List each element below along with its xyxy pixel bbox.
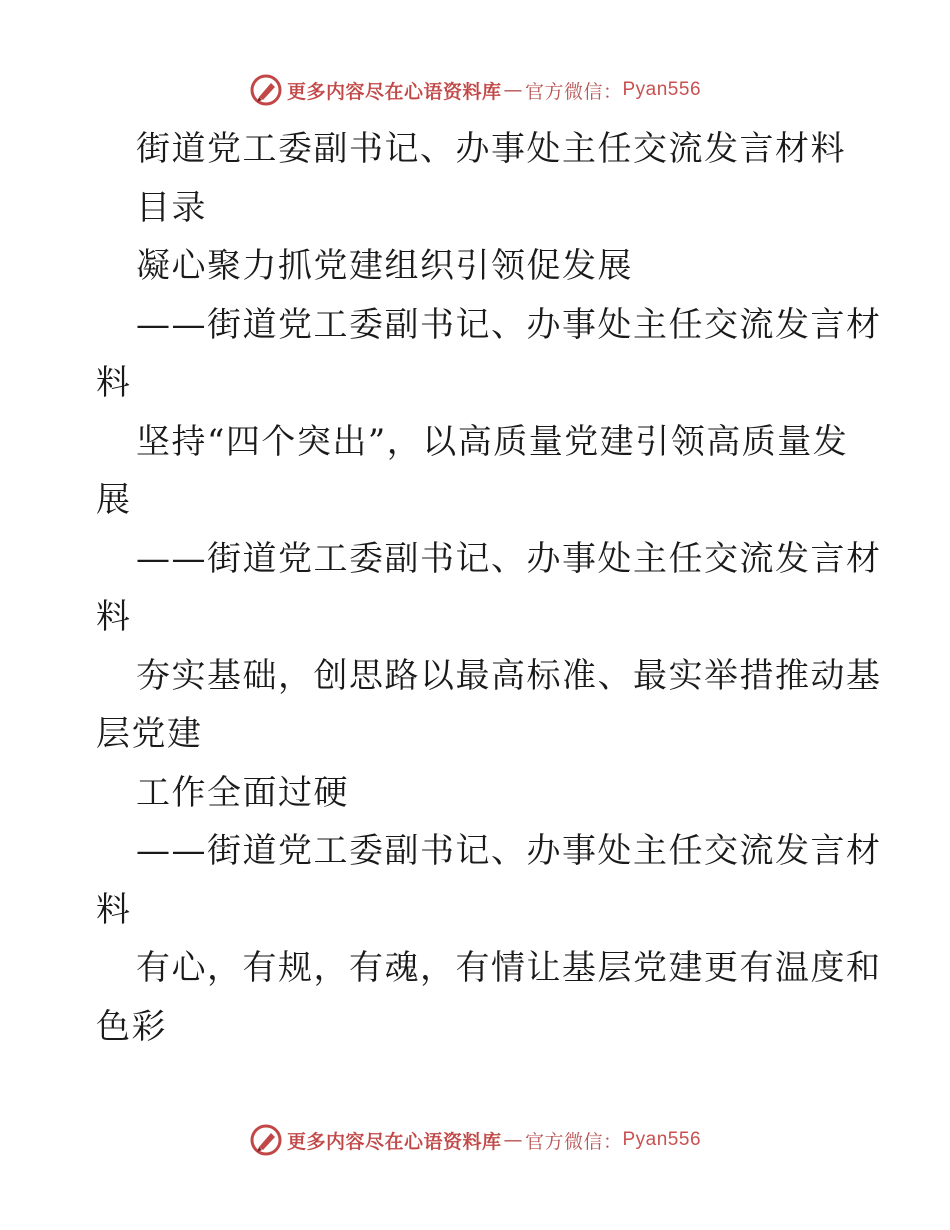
toc-entry-2-title: 坚持“四个突出”，以高质量党建引领高质量发 xyxy=(136,421,849,462)
toc-entry-3-title: 夯实基础，创思路以最高标准、最实举措推动基 xyxy=(136,655,882,696)
pen-nib-logo-icon xyxy=(249,73,283,107)
toc-entry-3-title-line2: 工作全面过硬 xyxy=(136,772,349,813)
toc-entry-2-subtitle-cont: 料 xyxy=(96,597,132,637)
toc-entry-4-title: 有心，有规，有魂，有情让基层党建更有温度和 xyxy=(136,948,882,988)
watermark-separator: — xyxy=(503,1129,523,1151)
watermark-text: 更多内容尽在心语资料库 xyxy=(286,80,502,103)
toc-entry-1-subtitle: ——街道党工委副书记、办事处主任交流发言材 xyxy=(136,304,882,345)
toc-entry-1-subtitle-cont: 料 xyxy=(96,363,132,403)
toc-entry-4-title-cont: 色彩 xyxy=(96,1006,167,1047)
toc-entry-3-subtitle-cont: 料 xyxy=(96,889,132,930)
toc-entry-3-subtitle: ——街道党工委副书记、办事处主任交流发言材 xyxy=(136,831,882,871)
watermark-wechat-label: 官方微信： xyxy=(524,80,623,103)
pen-nib-logo-icon xyxy=(249,1123,283,1157)
watermark-wechat-id: Pyan556 xyxy=(622,1129,702,1150)
toc-heading: 目录 xyxy=(136,187,207,228)
doc-title: 街道党工委副书记、办事处主任交流发言材料 xyxy=(136,129,846,169)
toc-entry-2-title-cont: 展 xyxy=(96,480,132,520)
watermark-wechat-label: 官方微信： xyxy=(524,1130,623,1153)
watermark-wechat-id: Pyan556 xyxy=(622,79,702,100)
toc-entry-2-subtitle: ——街道党工委副书记、办事处主任交流发言材 xyxy=(136,538,882,579)
watermark-text: 更多内容尽在心语资料库 xyxy=(286,1130,502,1153)
header-watermark xyxy=(0,70,950,110)
toc-entry-3-title-cont: 层党建 xyxy=(96,714,203,754)
watermark-separator: — xyxy=(503,79,523,101)
document-body xyxy=(96,120,882,1056)
toc-entry-1-title: 凝心聚力抓党建组织引领促发展 xyxy=(136,246,633,286)
footer-watermark xyxy=(0,1120,950,1160)
